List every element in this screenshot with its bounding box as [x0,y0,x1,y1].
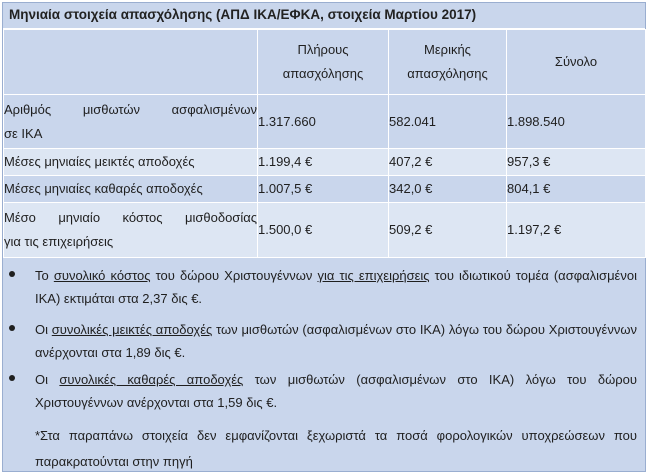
note-highlight: για τις επιχειρήσεις [317,268,430,283]
note-text-part: του ιδιωτικού τομέα (ασφαλισμένοι ΙΚΑ) εκτιμάται στα 2,37 δις €. [35,268,637,306]
note-text [35,319,637,364]
column-header-line: απασχόλησης [407,66,488,81]
row-label [4,203,258,258]
column-header-line: απασχόλησης [282,66,364,81]
panel-title: Μηνιαία στοιχεία απασχόλησης (ΑΠΔ ΙΚΑ/ΕΦΚΑ, στοιχεία Μαρτίου 2017) [3,3,645,29]
note-text-part: Οι [35,372,60,387]
cell-full-time: 1.500,0 € [258,203,389,258]
row-label-line: Μέσο μηνιαίο κόστος μισθοδοσίας [4,210,257,225]
row-label: Μέσες μηνιαίες μεικτές αποδοχές [4,149,258,176]
column-header-line: Πλήρους [297,42,349,57]
note-text [35,265,637,310]
cell-total: 1.898.540 [507,95,646,149]
note-text [35,369,637,414]
column-header-full-time [258,30,389,95]
employment-table [3,29,646,258]
cell-part-time: 407,2 € [389,149,507,176]
cell-part-time: 582.041 [389,95,507,149]
note-highlight: συνολικό κόστος [53,268,151,283]
infographic-panel [2,2,646,472]
row-label-line: για τις επιχειρήσεις [4,234,114,249]
row-label-line: Αριθμός μισθωτών ασφαλισμένων [4,101,257,117]
note-text-part: των μισθωτών (ασφαλισμένων στο ΙΚΑ) λόγω του δώρου Χριστουγέννων ανέρχονται στα 1,59 δις €. [35,372,637,410]
footnote [13,423,637,475]
column-header-line: Σύνολο [554,54,598,69]
table-row [4,176,646,203]
footnote-text: *Στα παραπάνω στοιχεία δεν εμφανίζονται ξεχωριστά τα ποσά φορολογικών υποχρεώσεων που παρακρατούνται στην πηγή [35,428,637,469]
cell-total: 957,3 € [507,149,646,176]
bullet-icon [9,375,15,381]
column-header-total [507,30,646,95]
cell-full-time: 1.317.660 [258,95,389,149]
cell-full-time: 1.199,4 € [258,149,389,176]
note-highlight: συνολικές καθαρές αποδοχές [59,372,244,387]
note-highlight: συνολικές μεικτές αποδοχές [51,322,213,337]
row-label [4,95,258,149]
cell-total: 1.197,2 € [507,203,646,258]
bullet-icon [9,271,15,277]
column-header-line: Μερικής [424,42,471,57]
table-row [4,95,646,149]
table-header-row [4,30,646,95]
note-text-part: Το [35,268,54,283]
cell-part-time: 342,0 € [389,176,507,203]
notes-section [3,263,645,471]
column-header-part-time [389,30,507,95]
cell-part-time: 509,2 € [389,203,507,258]
bullet-icon [9,325,15,331]
table-row [4,149,646,176]
row-label-line: σε ΙΚΑ [4,125,43,141]
note-text-part: των μισθωτών (ασφαλισμένων στο ΙΚΑ) λόγω του δώρου Χριστουγέννων ανέρχονται στα 1,89 δις €. [35,322,637,360]
header-empty-cell [4,30,258,95]
table-row [4,203,646,258]
row-label: Μέσες μηνιαίες καθαρές αποδοχές [4,176,258,203]
note-text-part: του δώρου Χριστουγέννων [150,268,318,283]
note-text-part: Οι [35,322,52,337]
cell-total: 804,1 € [507,176,646,203]
cell-full-time: 1.007,5 € [258,176,389,203]
